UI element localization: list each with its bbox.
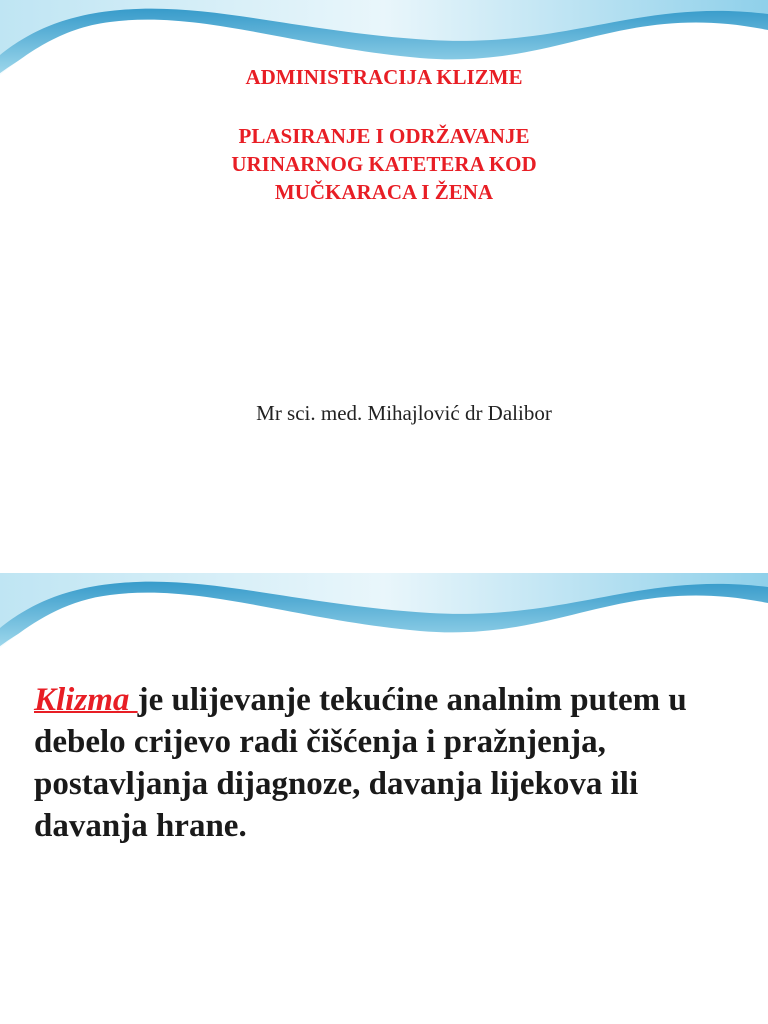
author-name: Mr sci. med. Mihajlović dr Dalibor — [256, 401, 552, 425]
wave-header-decoration — [0, 573, 768, 683]
title-heading: ADMINISTRACIJA KLIZME — [245, 65, 523, 89]
definition-text: je ulijevanje tekućine analnim putem u debelo crijevo radi čišćenja i pražnjenja, postavljanja dijagnoze, davanja lijekova ili davanja hrane. — [34, 682, 687, 844]
slide-separator — [0, 562, 768, 573]
content-slide — [0, 573, 768, 1024]
wave-header-decoration — [0, 0, 768, 110]
subtitle-line: PLASIRANJE I ODRŽAVANJE — [238, 124, 530, 148]
definition-paragraph — [34, 679, 744, 847]
subtitle-line: MUČKARACA I ŽENA — [274, 180, 494, 204]
subtitle-heading — [0, 122, 768, 206]
subtitle-line: URINARNOG KATETERA KOD — [231, 152, 537, 176]
definition-term: Klizma — [34, 682, 138, 718]
